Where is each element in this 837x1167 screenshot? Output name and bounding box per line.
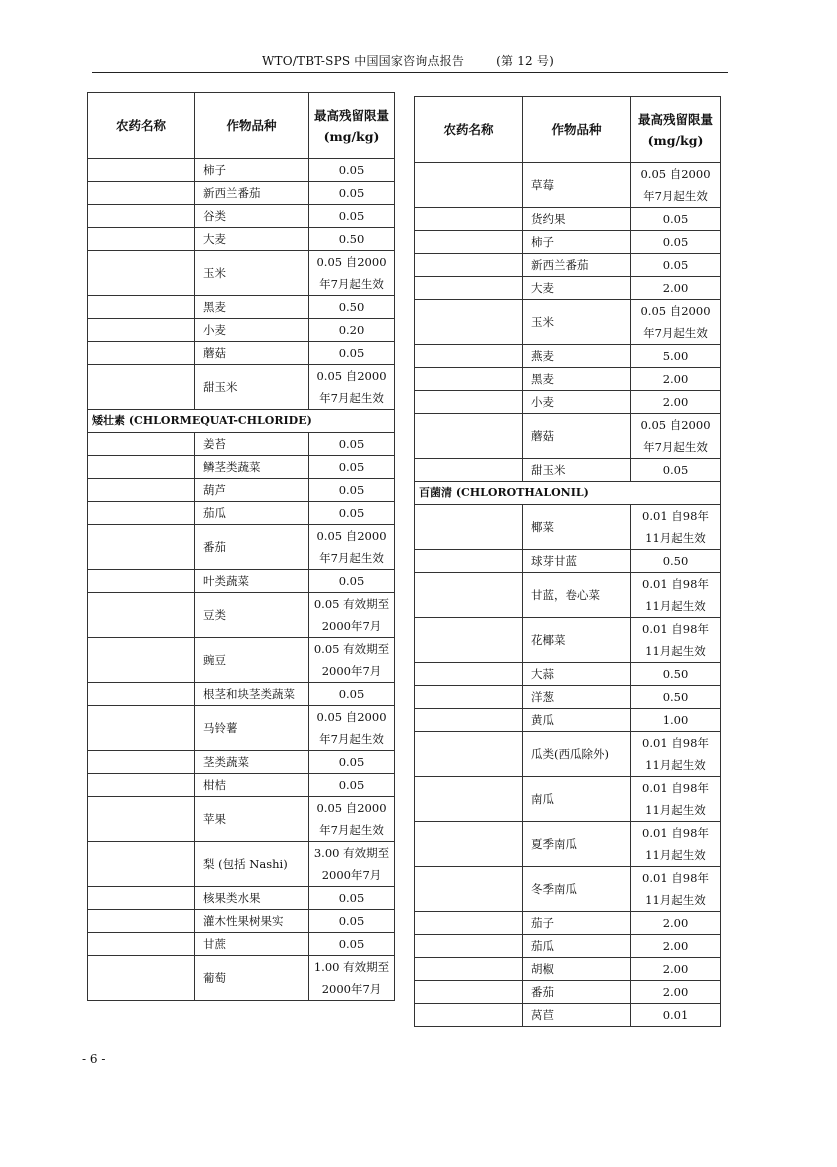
limit-cell: 0.05	[309, 342, 395, 365]
limit-cell: 0.05	[309, 205, 395, 228]
pesticide-cell	[88, 570, 195, 593]
limit-cell: 0.05	[309, 159, 395, 182]
table-row	[88, 251, 395, 296]
crop-cell: 花椰菜	[523, 618, 631, 663]
pesticide-cell	[415, 391, 523, 414]
pesticide-cell	[88, 159, 195, 182]
crop-cell: 夏季南瓜	[523, 822, 631, 867]
crop-cell: 小麦	[523, 391, 631, 414]
pesticide-cell	[88, 296, 195, 319]
crop-cell: 蘑菇	[523, 414, 631, 459]
crop-cell: 洋葱	[523, 686, 631, 709]
crop-cell: 豌豆	[195, 638, 309, 683]
table-row	[415, 822, 721, 867]
pesticide-cell	[88, 593, 195, 638]
crop-cell: 胡椒	[523, 958, 631, 981]
table-row	[415, 958, 721, 981]
table-row	[415, 732, 721, 777]
crop-cell: 茄子	[523, 912, 631, 935]
crop-cell: 柿子	[195, 159, 309, 182]
pesticide-cell	[415, 935, 523, 958]
column-header-crop: 作物品种	[195, 93, 309, 159]
crop-cell: 莴苣	[523, 1004, 631, 1027]
crop-cell: 甘蓝，卷心菜	[523, 573, 631, 618]
table-row	[415, 935, 721, 958]
pesticide-cell	[88, 479, 195, 502]
table-row	[88, 887, 395, 910]
limit-cell: 1.00	[631, 709, 721, 732]
pesticide-name: 百菌清 (CHLOROTHALONIL)	[415, 482, 721, 505]
table-row	[88, 774, 395, 797]
limit-cell: 0.05	[309, 751, 395, 774]
limit-cell: 0.05 自2000年7月起生效	[309, 365, 395, 410]
crop-cell: 茄瓜	[195, 502, 309, 525]
pesticide-cell	[88, 751, 195, 774]
pesticide-cell	[88, 683, 195, 706]
crop-cell: 黄瓜	[523, 709, 631, 732]
limit-cell: 0.05	[309, 774, 395, 797]
limit-cell: 0.05	[309, 479, 395, 502]
pesticide-cell	[88, 182, 195, 205]
residue-table-right	[414, 96, 721, 1027]
table-row	[415, 1004, 721, 1027]
pesticide-cell	[415, 573, 523, 618]
pesticide-cell	[415, 345, 523, 368]
table-row	[88, 159, 395, 182]
limit-cell: 0.05 自2000年7月起生效	[631, 414, 721, 459]
table-row	[415, 981, 721, 1004]
limit-cell: 0.50	[631, 550, 721, 573]
table-row	[88, 910, 395, 933]
pesticide-cell	[88, 502, 195, 525]
pesticide-cell	[88, 365, 195, 410]
crop-cell: 玉米	[523, 300, 631, 345]
limit-cell: 0.05	[309, 887, 395, 910]
crop-cell: 番茄	[523, 981, 631, 1004]
pesticide-cell	[88, 774, 195, 797]
pesticide-cell	[415, 777, 523, 822]
limit-cell: 5.00	[631, 345, 721, 368]
crop-cell: 冬季南瓜	[523, 867, 631, 912]
table-row	[88, 842, 395, 887]
page-header	[90, 52, 726, 69]
table-row	[88, 342, 395, 365]
column-header-pesticide: 农药名称	[88, 93, 195, 159]
limit-cell: 2.00	[631, 368, 721, 391]
table-row	[415, 391, 721, 414]
pesticide-cell	[415, 505, 523, 550]
table-row	[88, 956, 395, 1001]
limit-cell: 0.01 自98年11月起生效	[631, 618, 721, 663]
pesticide-cell	[88, 797, 195, 842]
table-row	[88, 525, 395, 570]
limit-cell: 0.05	[309, 502, 395, 525]
limit-cell: 0.01 自98年11月起生效	[631, 573, 721, 618]
limit-cell: 0.50	[309, 296, 395, 319]
limit-cell: 0.05 自2000年7月起生效	[631, 163, 721, 208]
pesticide-cell	[88, 205, 195, 228]
report-title: WTO/TBT-SPS 中国国家咨询点报告	[262, 54, 465, 68]
table-row	[415, 867, 721, 912]
limit-cell: 2.00	[631, 935, 721, 958]
table-row	[88, 751, 395, 774]
pesticide-cell	[88, 456, 195, 479]
crop-cell: 甜玉米	[523, 459, 631, 482]
table-row	[415, 368, 721, 391]
pesticide-cell	[415, 414, 523, 459]
pesticide-cell	[415, 459, 523, 482]
pesticide-cell	[88, 525, 195, 570]
limit-cell: 0.05	[631, 231, 721, 254]
limit-cell: 0.05 自2000年7月起生效	[309, 251, 395, 296]
table-row	[415, 505, 721, 550]
issue-number: (第 12 号)	[496, 54, 554, 68]
crop-cell: 大蒜	[523, 663, 631, 686]
table-row	[415, 231, 721, 254]
residue-table-left	[87, 92, 395, 1001]
limit-cell: 0.01	[631, 1004, 721, 1027]
pesticide-cell	[415, 300, 523, 345]
pesticide-cell	[415, 732, 523, 777]
pesticide-cell	[88, 933, 195, 956]
pesticide-cell	[88, 228, 195, 251]
table-header-row	[415, 97, 721, 163]
limit-cell: 0.05	[309, 182, 395, 205]
table-row	[415, 912, 721, 935]
table-row	[415, 277, 721, 300]
crop-cell: 甘蔗	[195, 933, 309, 956]
crop-cell: 柿子	[523, 231, 631, 254]
crop-cell: 黑麦	[523, 368, 631, 391]
pesticide-cell	[415, 254, 523, 277]
pesticide-cell	[415, 208, 523, 231]
table-row	[88, 205, 395, 228]
column-header-limit: 最高残留限量(mg/kg)	[631, 97, 721, 163]
table-row	[88, 479, 395, 502]
limit-cell: 0.50	[631, 663, 721, 686]
table-row	[88, 933, 395, 956]
table-row	[415, 686, 721, 709]
limit-cell: 0.05	[631, 208, 721, 231]
limit-cell: 0.05	[309, 910, 395, 933]
crop-cell: 姜苔	[195, 433, 309, 456]
table-row	[415, 663, 721, 686]
limit-cell: 2.00	[631, 958, 721, 981]
crop-cell: 南瓜	[523, 777, 631, 822]
pesticide-cell	[415, 550, 523, 573]
pesticide-heading-row	[88, 410, 395, 433]
header-divider	[92, 72, 728, 73]
pesticide-cell	[415, 867, 523, 912]
table-row	[88, 683, 395, 706]
pesticide-heading-row	[415, 482, 721, 505]
crop-cell: 茄瓜	[523, 935, 631, 958]
pesticide-cell	[415, 663, 523, 686]
table-row	[88, 182, 395, 205]
pesticide-cell	[415, 618, 523, 663]
crop-cell: 新西兰番茄	[523, 254, 631, 277]
crop-cell: 甜玉米	[195, 365, 309, 410]
limit-cell: 0.50	[631, 686, 721, 709]
page-number: - 6 -	[82, 1052, 106, 1066]
crop-cell: 货约果	[523, 208, 631, 231]
pesticide-cell	[88, 433, 195, 456]
crop-cell: 梨 (包括 Nashi)	[195, 842, 309, 887]
crop-cell: 灌木性果树果实	[195, 910, 309, 933]
crop-cell: 谷类	[195, 205, 309, 228]
pesticide-cell	[415, 981, 523, 1004]
pesticide-cell	[415, 958, 523, 981]
crop-cell: 球芽甘蓝	[523, 550, 631, 573]
pesticide-name: 矮壮素 (CHLORMEQUAT-CHLORIDE)	[88, 410, 395, 433]
crop-cell: 苹果	[195, 797, 309, 842]
crop-cell: 柑桔	[195, 774, 309, 797]
pesticide-cell	[415, 163, 523, 208]
pesticide-cell	[415, 709, 523, 732]
table-row	[88, 456, 395, 479]
crop-cell: 大麦	[523, 277, 631, 300]
crop-cell: 燕麦	[523, 345, 631, 368]
limit-cell: 0.05 自2000年7月起生效	[309, 525, 395, 570]
crop-cell: 大麦	[195, 228, 309, 251]
crop-cell: 黑麦	[195, 296, 309, 319]
pesticide-cell	[88, 638, 195, 683]
pesticide-cell	[415, 822, 523, 867]
limit-cell: 0.01 自98年11月起生效	[631, 867, 721, 912]
pesticide-cell	[415, 368, 523, 391]
table-header-row	[88, 93, 395, 159]
pesticide-cell	[415, 1004, 523, 1027]
limit-cell: 0.05	[309, 933, 395, 956]
pesticide-cell	[88, 251, 195, 296]
table-row	[415, 254, 721, 277]
table-row	[88, 365, 395, 410]
crop-cell: 瓜类(西瓜除外)	[523, 732, 631, 777]
pesticide-cell	[88, 842, 195, 887]
pesticide-cell	[88, 342, 195, 365]
limit-cell: 0.01 自98年11月起生效	[631, 732, 721, 777]
crop-cell: 茎类蔬菜	[195, 751, 309, 774]
table-row	[415, 709, 721, 732]
table-row	[415, 573, 721, 618]
limit-cell: 0.05	[309, 683, 395, 706]
limit-cell: 0.05	[631, 254, 721, 277]
limit-cell: 0.01 自98年11月起生效	[631, 777, 721, 822]
table-row	[88, 228, 395, 251]
pesticide-cell	[415, 912, 523, 935]
table-row	[415, 459, 721, 482]
limit-cell: 0.05	[309, 456, 395, 479]
limit-cell: 0.05	[309, 433, 395, 456]
limit-cell: 1.00 有效期至2000年7月	[309, 956, 395, 1001]
table-row	[88, 593, 395, 638]
table-row	[415, 208, 721, 231]
crop-cell: 葡萄	[195, 956, 309, 1001]
column-header-crop: 作物品种	[523, 97, 631, 163]
table-row	[415, 550, 721, 573]
table-row	[415, 618, 721, 663]
pesticide-cell	[88, 887, 195, 910]
limit-cell: 0.05 自2000年7月起生效	[631, 300, 721, 345]
table-row	[415, 300, 721, 345]
crop-cell: 葫芦	[195, 479, 309, 502]
limit-cell: 0.05	[631, 459, 721, 482]
crop-cell: 核果类水果	[195, 887, 309, 910]
crop-cell: 蘑菇	[195, 342, 309, 365]
limit-cell: 0.50	[309, 228, 395, 251]
crop-cell: 椰菜	[523, 505, 631, 550]
table-row	[88, 296, 395, 319]
table-row	[415, 163, 721, 208]
limit-cell: 0.01 自98年11月起生效	[631, 505, 721, 550]
pesticide-cell	[88, 319, 195, 342]
crop-cell: 根茎和块茎类蔬菜	[195, 683, 309, 706]
table-row	[88, 433, 395, 456]
limit-cell: 0.05 有效期至2000年7月	[309, 638, 395, 683]
pesticide-cell	[88, 910, 195, 933]
limit-cell: 2.00	[631, 912, 721, 935]
crop-cell: 叶类蔬菜	[195, 570, 309, 593]
limit-cell: 0.05	[309, 570, 395, 593]
pesticide-cell	[88, 956, 195, 1001]
table-row	[415, 414, 721, 459]
pesticide-cell	[415, 231, 523, 254]
limit-cell: 0.05 自2000年7月起生效	[309, 797, 395, 842]
limit-cell: 0.20	[309, 319, 395, 342]
table-row	[88, 502, 395, 525]
crop-cell: 马铃薯	[195, 706, 309, 751]
limit-cell: 2.00	[631, 277, 721, 300]
crop-cell: 草莓	[523, 163, 631, 208]
table-row	[415, 345, 721, 368]
crop-cell: 小麦	[195, 319, 309, 342]
table-row	[88, 319, 395, 342]
limit-cell: 2.00	[631, 391, 721, 414]
table-row	[88, 706, 395, 751]
crop-cell: 玉米	[195, 251, 309, 296]
pesticide-cell	[415, 686, 523, 709]
limit-cell: 3.00 有效期至2000年7月	[309, 842, 395, 887]
limit-cell: 0.05 自2000年7月起生效	[309, 706, 395, 751]
pesticide-cell	[415, 277, 523, 300]
limit-cell: 0.01 自98年11月起生效	[631, 822, 721, 867]
crop-cell: 新西兰番茄	[195, 182, 309, 205]
table-row	[415, 777, 721, 822]
crop-cell: 番茄	[195, 525, 309, 570]
crop-cell: 鳞茎类蔬菜	[195, 456, 309, 479]
column-header-limit: 最高残留限量(mg/kg)	[309, 93, 395, 159]
limit-cell: 2.00	[631, 981, 721, 1004]
table-row	[88, 638, 395, 683]
table-row	[88, 797, 395, 842]
pesticide-cell	[88, 706, 195, 751]
limit-cell: 0.05 有效期至2000年7月	[309, 593, 395, 638]
column-header-pesticide: 农药名称	[415, 97, 523, 163]
table-row	[88, 570, 395, 593]
crop-cell: 豆类	[195, 593, 309, 638]
